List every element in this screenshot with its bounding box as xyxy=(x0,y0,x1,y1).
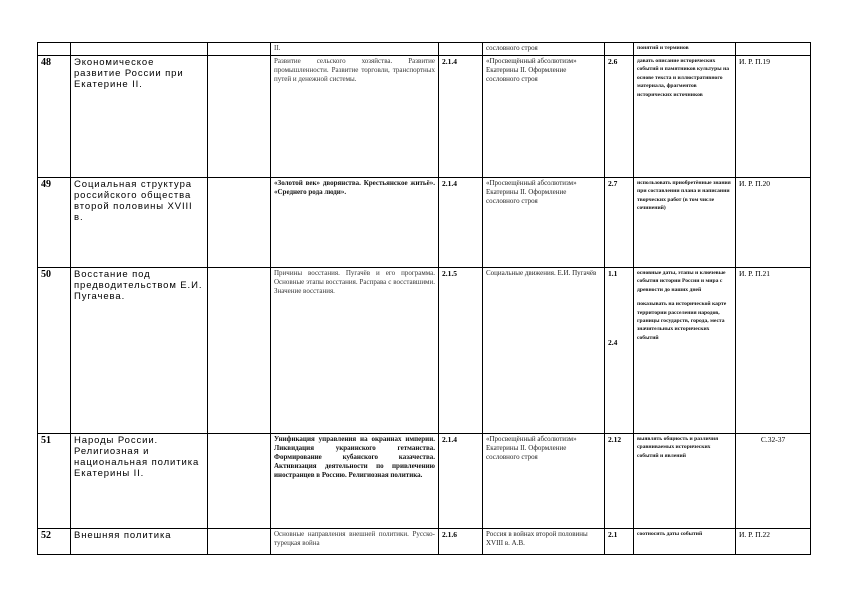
num-cell xyxy=(38,43,71,56)
lesson-content: Основные направления внешней политики. Русско-турецкая война xyxy=(271,529,439,555)
lesson-number: 52 xyxy=(38,529,71,555)
lesson-topic: Восстание под предводительством Е.И. Пугачева. xyxy=(71,268,208,434)
content-cell: II. xyxy=(271,43,439,56)
skill-code: 1.1 xyxy=(608,269,618,278)
element-code: 2.1.4 xyxy=(439,178,483,268)
homework: И. Р. П.21 xyxy=(736,268,811,434)
table-row xyxy=(38,268,811,434)
lesson-number: 51 xyxy=(38,434,71,529)
lesson-topic: Внешняя политика xyxy=(71,529,208,555)
content-elements: «Просвещённый абсолютизм» Екатерины II. Оформление сословного строя xyxy=(483,56,605,178)
skill-code-cell xyxy=(605,43,634,56)
lesson-content: Причины восстания. Пугачёв и его программа. Основные этапы восстания. Расправа с восставшими. Значение восстания. xyxy=(271,268,439,434)
skill-code: 2.6 xyxy=(605,56,634,178)
content-elements: «Просвещённый абсолютизм» Екатерины II. Оформление сословного строя xyxy=(483,434,605,529)
lesson-number: 50 xyxy=(38,268,71,434)
homework: И. Р. П.19 xyxy=(736,56,811,178)
lesson-content: «Золотой век» дворянства. Крестьянское житьё». «Среднего рода люди». xyxy=(271,178,439,268)
skills-cell: понятий и терминов xyxy=(634,43,736,56)
skill-description-group xyxy=(634,268,736,434)
skill-code: 2.12 xyxy=(605,434,634,529)
skill-code: 2.1 xyxy=(605,529,634,555)
table-row xyxy=(38,43,811,56)
element-code: 2.1.4 xyxy=(439,434,483,529)
lesson-content: Унификация управления на окраинах империи. Ликвидация украинского гетманства. Формирование кубанского казачества. Активизация деятельности по привлечению иностранцев в Россию. Религиозная политика. xyxy=(271,434,439,529)
homework: И. Р. П.22 xyxy=(736,529,811,555)
skill-description: давать описание исторических событий и памятников культуры на основе текста и иллюстративного материала, фрагментов исторических источников xyxy=(634,56,736,178)
lesson-plan-table xyxy=(37,42,811,555)
element-code: 2.1.4 xyxy=(439,56,483,178)
elements-cell: сословного строя xyxy=(483,43,605,56)
lesson-number: 49 xyxy=(38,178,71,268)
skill-code-group xyxy=(605,268,634,434)
skill-description: соотносить даты событий xyxy=(634,529,736,555)
code-cell xyxy=(439,43,483,56)
skill-description-2: показывать на исторической карте территории расселения народов, границы государств, города, места значительных исторических событий xyxy=(637,301,727,341)
lesson-number: 48 xyxy=(38,56,71,178)
content-elements: «Просвещённый абсолютизм» Екатерины II. Оформление сословного строя xyxy=(483,178,605,268)
empty-cell xyxy=(208,434,271,529)
lesson-topic: Экономическое развитие России при Екатерине II. xyxy=(71,56,208,178)
skill-description: выявлять общность и различия сравниваемых исторических событий и явлений xyxy=(634,434,736,529)
empty-cell xyxy=(208,56,271,178)
empty-cell xyxy=(208,268,271,434)
homework-cell xyxy=(736,43,811,56)
table-row xyxy=(38,434,811,529)
content-elements: Россия в войнах второй половины XVIII в. А.В. xyxy=(483,529,605,555)
table-row xyxy=(38,178,811,268)
skill-description: основные даты, этапы и ключевые события истории России и мира с древности до наших дней xyxy=(637,270,726,293)
topic-cell xyxy=(71,43,208,56)
lesson-topic: Социальная структура российского общества второй половины XVIII в. xyxy=(71,178,208,268)
table-row xyxy=(38,56,811,178)
skill-code-2: 2.4 xyxy=(608,338,618,347)
homework: С.32-37 xyxy=(736,434,811,529)
skill-description: использовать приобретённые знания при составлении плана и написании творческих работ (в том числе сочинений) xyxy=(634,178,736,268)
empty-cell xyxy=(208,529,271,555)
lesson-topic: Народы России. Религиозная и национальная политика Екатерины II. xyxy=(71,434,208,529)
empty-cell xyxy=(208,43,271,56)
empty-cell xyxy=(208,178,271,268)
skill-code: 2.7 xyxy=(605,178,634,268)
content-elements: Социальные движения. Е.И. Пугачёв xyxy=(483,268,605,434)
element-code: 2.1.6 xyxy=(439,529,483,555)
table-row xyxy=(38,529,811,555)
homework: И. Р. П.20 xyxy=(736,178,811,268)
lesson-content: Развитие сельского хозяйства. Развитие промышленности. Развитие торговли, транспортных путей и денежной системы. xyxy=(271,56,439,178)
element-code: 2.1.5 xyxy=(439,268,483,434)
